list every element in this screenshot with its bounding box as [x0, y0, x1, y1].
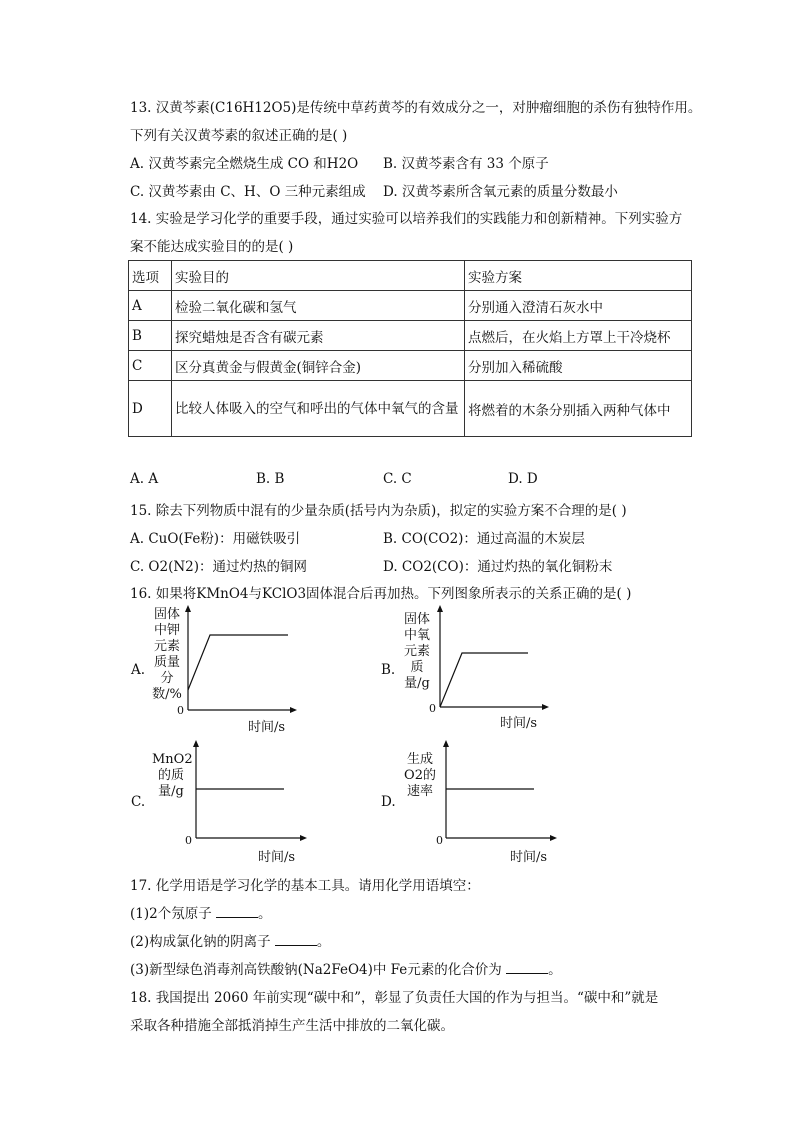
graph-a-curve — [188, 635, 288, 690]
graph-a-y-arrow — [185, 605, 191, 612]
q14-stem-line2: 案不能达成实验目的的是( ) — [130, 239, 294, 255]
q17-part1-period: 。 — [258, 906, 272, 922]
q17-part3-period: 。 — [548, 962, 562, 978]
table-cell: 将燃着的木条分别插入两种气体中 — [465, 381, 692, 437]
q17-part1 — [130, 902, 272, 922]
table-cell: 分别通入澄清石灰水中 — [465, 291, 692, 321]
table-header-cell: 实验方案 — [465, 261, 692, 291]
graph-b-origin: 0 — [429, 702, 436, 715]
q16-stem: 16. 如果将KMnO4与KClO3固体混合后再加热。下列图象所表示的关系正确的是( ) — [130, 586, 632, 602]
graph-b-curve — [440, 653, 528, 707]
graph-c-plot — [188, 740, 310, 846]
q14-option-c: C. C — [383, 471, 412, 487]
table-cell: 探究蜡烛是否含有碳元素 — [172, 321, 465, 351]
table-row — [129, 351, 692, 381]
table-cell: 区分真黄金与假黄金(铜锌合金) — [172, 351, 465, 381]
experiment-table — [128, 260, 692, 437]
q14-option-a: A. A — [130, 471, 159, 487]
graph-b-ylabel: 固体中氧元素质量/g — [403, 612, 430, 691]
graph-b-letter: B. — [381, 662, 396, 678]
q15-stem: 15. 除去下列物质中混有的少量杂质(括号内为杂质)，拟定的实验方案不合理的是( ) — [130, 503, 627, 519]
q13-option-b: B. 汉黄芩素含有 33 个原子 — [383, 156, 549, 172]
table-cell: 点燃后，在火焰上方罩上干冷烧杯 — [465, 321, 692, 351]
table-cell: D — [129, 381, 172, 437]
graph-d-origin: 0 — [436, 834, 443, 847]
table-cell: C — [129, 351, 172, 381]
q17-part3 — [130, 958, 562, 978]
q17-part2-text: (2)构成氯化钠的阴离子 — [130, 934, 271, 950]
graph-c-ylabel: MnO2的质量/g — [152, 752, 193, 799]
table-row — [129, 321, 692, 351]
q14-stem-line1: 14. 实验是学习化学的重要手段，通过实验可以培养我们的实践能力和创新精神。下列实验方 — [130, 211, 683, 227]
graph-c-x-arrow — [300, 835, 307, 841]
q13-option-d: D. 汉黄芩素所含氧元素的质量分数最小 — [383, 184, 618, 200]
table-cell: B — [129, 321, 172, 351]
table-header-cell: 实验目的 — [172, 261, 465, 291]
graph-b-y-arrow — [437, 605, 443, 612]
q13-option-a: A. 汉黄芩素完全燃烧生成 CO 和H2O — [130, 156, 359, 172]
graph-b-plot — [432, 605, 552, 715]
graph-a-x-arrow — [290, 707, 297, 713]
q13-stem-line1: 13. 汉黄芩素(C16H12O5)是传统中草药黄芩的有效成分之一，对肿瘤细胞的杀伤有独特作用。 — [130, 100, 702, 116]
graph-c-letter: C. — [131, 794, 146, 810]
table-header-cell: 选项 — [129, 261, 172, 291]
q17-part2-period: 。 — [316, 934, 331, 950]
graph-b-x-arrow — [542, 704, 549, 710]
q17-part3-text: (3)新型绿色消毒剂高铁酸钠(Na2FeO4)中 Fe元素的化合价为 — [130, 962, 502, 978]
graph-d-xlabel: 时间/s — [510, 850, 548, 865]
table-row — [129, 291, 692, 321]
table-header-row — [129, 261, 692, 291]
q15-option-c: C. O2(N2)：通过灼热的铜网 — [130, 559, 308, 575]
q15-option-a: A. CuO(Fe粉)：用磁铁吸引 — [130, 531, 301, 547]
q18-stem-line2: 采取各种措施全部抵消掉生产生活中排放的二氧化碳。 — [130, 1018, 454, 1034]
graph-d-ylabel: 生成O2的速率 — [404, 752, 436, 799]
graph-a-xlabel: 时间/s — [248, 720, 286, 735]
table-cell: 检验二氧化碳和氢气 — [172, 291, 465, 321]
graph-b-xlabel: 时间/s — [500, 716, 538, 731]
q18-stem-line1: 18. 我国提出 2060 年前实现“碳中和”，彰显了负责任大国的作为与担当。“碳中和”就是 — [130, 990, 659, 1006]
graph-d-plot — [438, 740, 560, 846]
graph-a-ylabel: 固体中钾元素质量分数/% — [152, 607, 182, 702]
graph-d-x-arrow — [550, 835, 557, 841]
graph-a-origin: 0 — [177, 704, 184, 717]
table-cell: 分别加入稀硫酸 — [465, 351, 692, 381]
q15-option-d: D. CO2(CO)：通过灼热的氧化铜粉末 — [383, 559, 613, 575]
graph-d-letter: D. — [381, 794, 396, 810]
table-cell: A — [129, 291, 172, 321]
graph-a-plot — [180, 605, 300, 717]
q17-part2-blank[interactable] — [275, 933, 317, 946]
table-cell: 比较人体吸入的空气和呼出的气体中氧气的含量 — [172, 381, 465, 437]
q14-option-d: D. D — [508, 471, 538, 487]
q17-part1-blank[interactable] — [216, 905, 258, 918]
q17-part3-blank[interactable] — [506, 961, 548, 974]
q14-option-b: B. B — [256, 471, 285, 487]
q13-stem-line2: 下列有关汉黄芩素的叙述正确的是( ) — [130, 128, 348, 144]
q17-stem: 17. 化学用语是学习化学的基本工具。请用化学用语填空： — [130, 878, 480, 894]
graph-c-y-arrow — [193, 740, 199, 747]
graph-d-y-arrow — [443, 740, 449, 747]
graph-c-xlabel: 时间/s — [258, 850, 296, 865]
q17-part2 — [130, 930, 330, 950]
q13-option-c: C. 汉黄芩素由 C、H、O 三种元素组成 — [130, 184, 366, 200]
graph-c-origin: 0 — [185, 834, 192, 847]
q15-option-b: B. CO(CO2)：通过高温的木炭层 — [383, 531, 585, 547]
table-row — [129, 381, 692, 437]
q17-part1-text: (1)2个氖原子 — [130, 906, 212, 922]
graph-a-letter: A. — [131, 662, 146, 678]
